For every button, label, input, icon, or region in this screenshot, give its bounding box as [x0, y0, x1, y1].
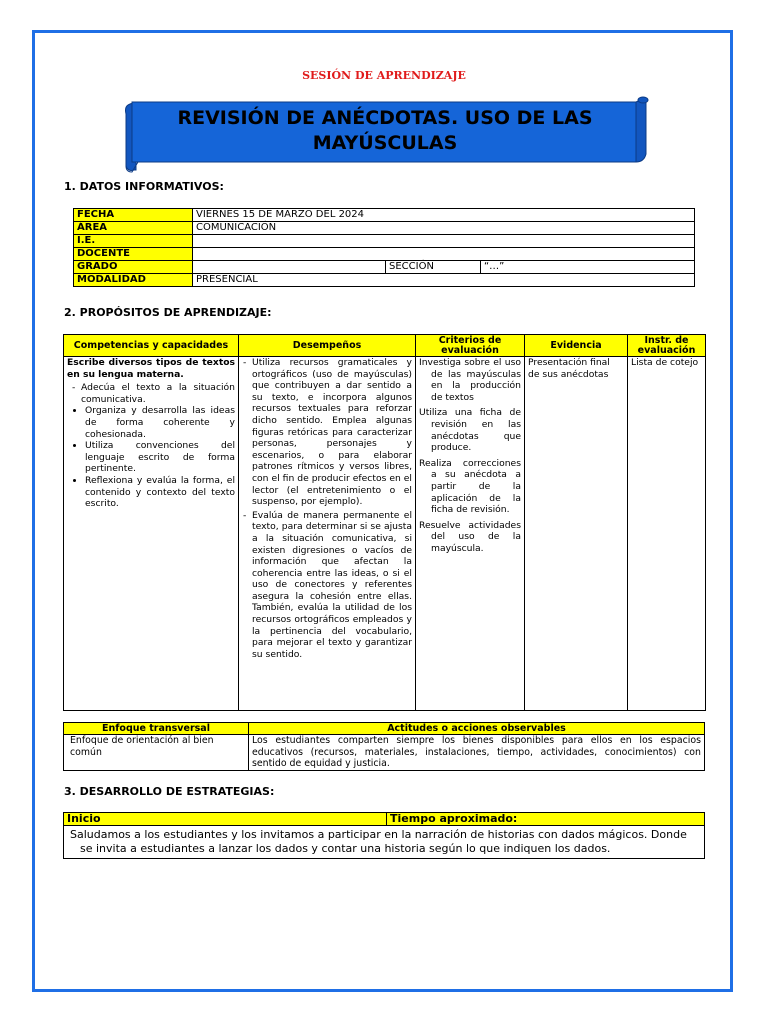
- criterio-item: Resuelve actividades del uso de la mayúscula.: [419, 519, 521, 554]
- field-label: MODALIDAD: [74, 274, 193, 287]
- banner-title: REVISIÓN DE ANÉCDOTAS. USO DE LAS MAYÚSCULAS: [177, 107, 593, 154]
- field-label: ÁREA: [74, 222, 193, 235]
- section-heading: 1. DATOS INFORMATIVOS:: [64, 180, 224, 193]
- propositos-table: [63, 334, 706, 711]
- field-value: COMUNICACIÓN: [193, 222, 695, 235]
- field-label: DOCENTE: [74, 248, 193, 261]
- column-header: Desempeños: [239, 335, 416, 357]
- desempenos-cell: [239, 357, 416, 711]
- field-value: VIERNES 15 DE MARZO DEL 2024: [193, 209, 695, 222]
- instrumento-cell: Lista de cotejo: [628, 357, 706, 711]
- enfoque-table: [63, 722, 705, 771]
- field-label: FECHA: [74, 209, 193, 222]
- enfoque-cell: Enfoque de orientación al bien común: [64, 735, 249, 771]
- desempenos-list: [242, 357, 412, 660]
- evidencia-cell: Presentación final de sus anécdotas: [525, 357, 628, 711]
- column-header: Evidencia: [525, 335, 628, 357]
- capacidad-item: • Reflexiona y evalúa la forma, el contenido y contexto del texto escrito.: [85, 475, 235, 510]
- criterio-item: Utiliza una ficha de revisión en las anécdotas que produce.: [419, 407, 521, 454]
- inicio-label: Inicio: [64, 813, 387, 826]
- section-heading: 2. PROPÓSITOS DE APRENDIZAJE:: [64, 306, 272, 319]
- competencia-title: Escribe diversos tipos de textos en su lengua materna.: [67, 357, 235, 380]
- column-header: Actitudes o acciones observables: [249, 723, 705, 735]
- inicio-text: Saludamos a los estudiantes y los invitamos a participar en la narración de historias con dados mágicos. Donde se invita a estudiantes a lanzar los dados y contar una historia según lo que indiquen los dados.: [64, 826, 705, 859]
- inicio-table: [63, 812, 705, 859]
- field-value: [193, 235, 695, 248]
- criterio-item: Realiza correcciones a su anécdota a partir de la aplicación de la ficha de revisión.: [419, 457, 521, 516]
- field-label: I.E.: [74, 235, 193, 248]
- section-heading: 3. DESARROLLO DE ESTRATEGIAS:: [64, 785, 275, 798]
- desempeno-item: - Evalúa de manera permanente el texto, para determinar si se ajusta a la situación comunicativa, si existen digresiones o vacíos de información que afectan la coherencia entre las ideas, o si el uso de conectores y referentes asegura la cohesión entre ellas. También, evalúa la utilidad de los recursos ortográficos empleados y la pertinencia del vocabulario, para mejorar el texto y garantizar su sentido.: [252, 510, 412, 661]
- field-value: PRESENCIAL: [193, 274, 695, 287]
- column-header: Criterios de evaluación: [416, 335, 525, 357]
- column-header: Competencias y capacidades: [64, 335, 239, 357]
- actitudes-cell: Los estudiantes comparten siempre los bienes disponibles para ellos en los espacios educativos (recursos, materiales, instalaciones, tiempo, actividades, conocimientos) con sentido de equidad y justicia.: [249, 735, 705, 771]
- column-header: Enfoque transversal: [64, 723, 249, 735]
- capacidades-list: [71, 382, 235, 405]
- competencias-cell: [64, 357, 239, 711]
- tiempo-label: Tiempo aproximado:: [387, 813, 705, 826]
- capacidad-item: - Adecúa el texto a la situación comunicativa.: [81, 382, 235, 405]
- criterios-cell: [416, 357, 525, 711]
- field-label: GRADO: [74, 261, 193, 274]
- datos-table: [73, 208, 695, 287]
- criterio-item: Investiga sobre el uso de las mayúsculas en la producción de textos: [419, 357, 521, 403]
- session-title: SESIÓN DE APRENDIZAJE: [302, 69, 466, 82]
- capacidad-item: • Organiza y desarrolla las ideas de forma coherente y cohesionada.: [85, 405, 235, 440]
- column-header: Instr. de evaluación: [628, 335, 706, 357]
- capacidad-item: • Utiliza convenciones del lenguaje escrito de forma pertinente.: [85, 440, 235, 475]
- capacidades-list: [71, 405, 235, 509]
- field-label: SECCIÓN: [386, 261, 481, 274]
- field-value: “…”: [481, 261, 695, 274]
- desempeno-item: - Utiliza recursos gramaticales y ortográficos (uso de mayúsculas) que contribuyen a dar sentido a su texto, e incorpora algunos recursos textuales para reforzar dicho sentido. Emplea algunas figuras retóricas para caracterizar personas, personajes y escenarios, o para elaborar patrones rítmicos y versos libres, con el fin de producir efectos en el lector (el entretenimiento o el suspenso, por ejemplo).: [252, 357, 412, 508]
- field-value: [193, 248, 695, 261]
- field-value: [193, 261, 386, 274]
